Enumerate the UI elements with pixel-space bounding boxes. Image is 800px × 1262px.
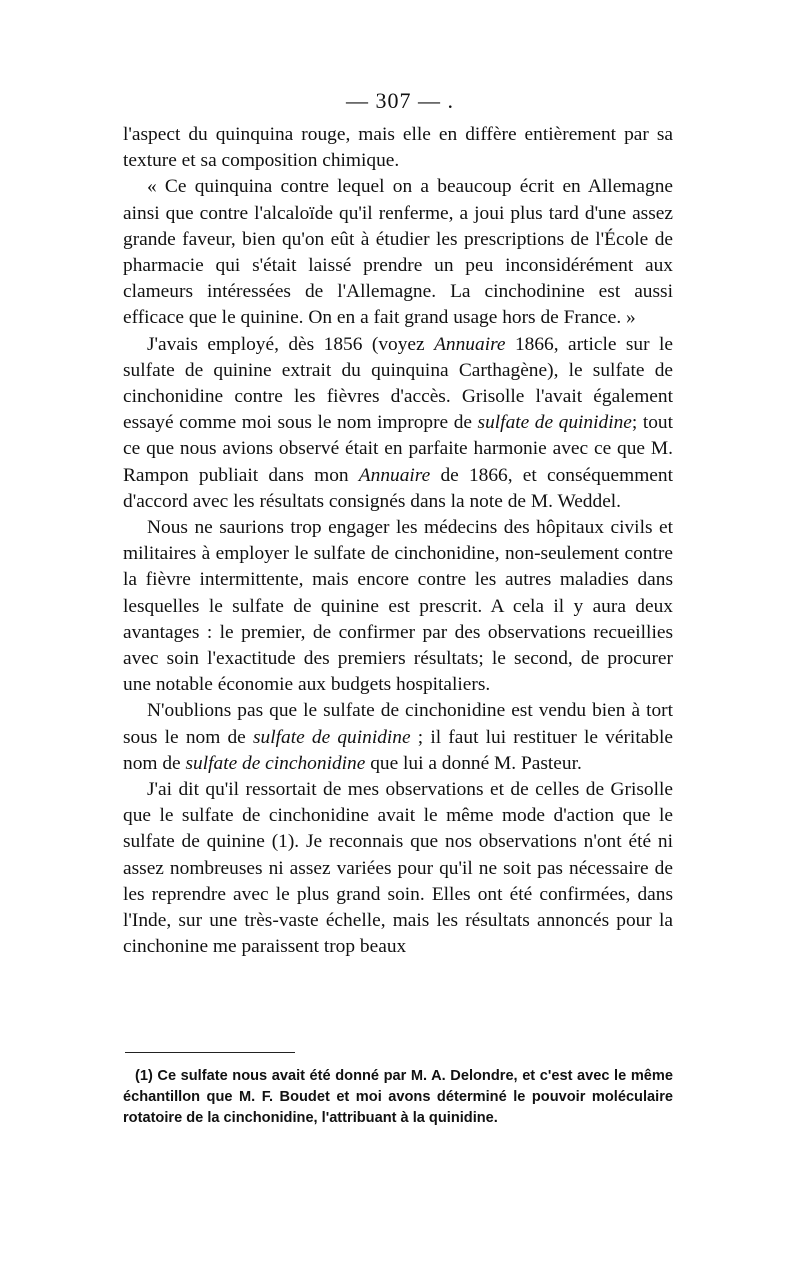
footnote-divider xyxy=(125,1052,295,1053)
paragraph xyxy=(123,332,673,515)
paragraph xyxy=(123,698,673,777)
paragraph xyxy=(123,122,673,174)
italic-text-run: sulfate de quinidine xyxy=(252,726,411,748)
text-run: ; tout ce que nous avions observé était en parfaite harmonie avec ce que M. Rampon publiait dans mon xyxy=(123,412,673,486)
paragraph xyxy=(123,174,673,331)
text-run: ; il faut lui restituer le véritable nom de xyxy=(123,726,673,774)
italic-text-run: sulfate de quinidine xyxy=(477,412,632,434)
italic-text-run: Annuaire xyxy=(434,333,506,355)
body-text xyxy=(123,122,673,961)
text-run: Nous ne saurions trop engager les médecins des hôpitaux civils et militaires à employer le sulfate de cinchonidine, non-seulement contre la fièvre intermittente, mais encore contre les autres maladies dans lesquelles le sulfate de quinine est prescrit. A cela il y aura deux avantages : le premier, de confirmer par des observations recueillies avec soin l'exactitude des premiers résultats; le second, de procurer une notable économie aux budgets hospitaliers. xyxy=(123,517,673,696)
text-run: N'oublions pas que le sulfate de cinchonidine est vendu bien à tort sous le nom de xyxy=(123,700,673,748)
text-run: 1866, article sur le sulfate de quinine extrait du quinquina Carthagène), le sulfate de cinchonidine contre les fièvres d'accès. Grisolle l'avait également essayé comme moi sous le nom impropre de xyxy=(123,333,674,434)
paragraph xyxy=(123,515,673,698)
page-number: — 307 — . xyxy=(346,88,454,113)
paragraph xyxy=(123,777,673,960)
footnotes xyxy=(123,1066,673,1129)
text-run: J'avais employé, dès 1856 (voyez xyxy=(147,333,435,355)
text-run: J'ai dit qu'il ressortait de mes observations et de celles de Grisolle que le sulfate de cinchonidine avait le même mode d'action que le sulfate de quinine (1). Je reconnais que nos observations n'ont été ni assez nombreuses ni assez variées pour qu'il ne soit pas nécessaire de les reprendre avec le plus grand soin. Elles ont été confirmées, dans l'Inde, sur une très-vaste échelle, mais les résultats annoncés pour la cinchonine me paraissent trop beaux xyxy=(123,779,673,958)
text-run: l'aspect du quinquina rouge, mais elle en diffère entièrement par sa texture et sa composition chimique. xyxy=(123,124,673,172)
italic-text-run: Annuaire xyxy=(358,464,431,486)
text-run: de 1866, et conséquemment d'accord avec les résultats consignés dans la note de M. Weddel. xyxy=(123,464,673,512)
text-run: « Ce quinquina contre lequel on a beaucoup écrit en Allemagne ainsi que contre l'alcaloïde qu'il renferme, a joui plus tard d'une assez grande faveur, bien qu'on eût à étudier les prescriptions de l'École de pharmacie qui s'était laissé prendre un peu inconsidérément aux clameurs intéressées de l'Allemagne. La cinchodinine est aussi efficace que le quinine. On en a fait grand usage hors de France. » xyxy=(123,176,673,329)
italic-text-run: sulfate de cinchonidine xyxy=(185,752,366,774)
footnote: (1) Ce sulfate nous avait été donné par M. A. Delondre, et c'est avec le même échantillon que M. F. Boudet et moi avons déterminé le pouvoir moléculaire rotatoire de la cinchonidine, l'attribuant à la quinidine. xyxy=(123,1068,673,1126)
text-run: que lui a donné M. Pasteur. xyxy=(365,752,582,774)
